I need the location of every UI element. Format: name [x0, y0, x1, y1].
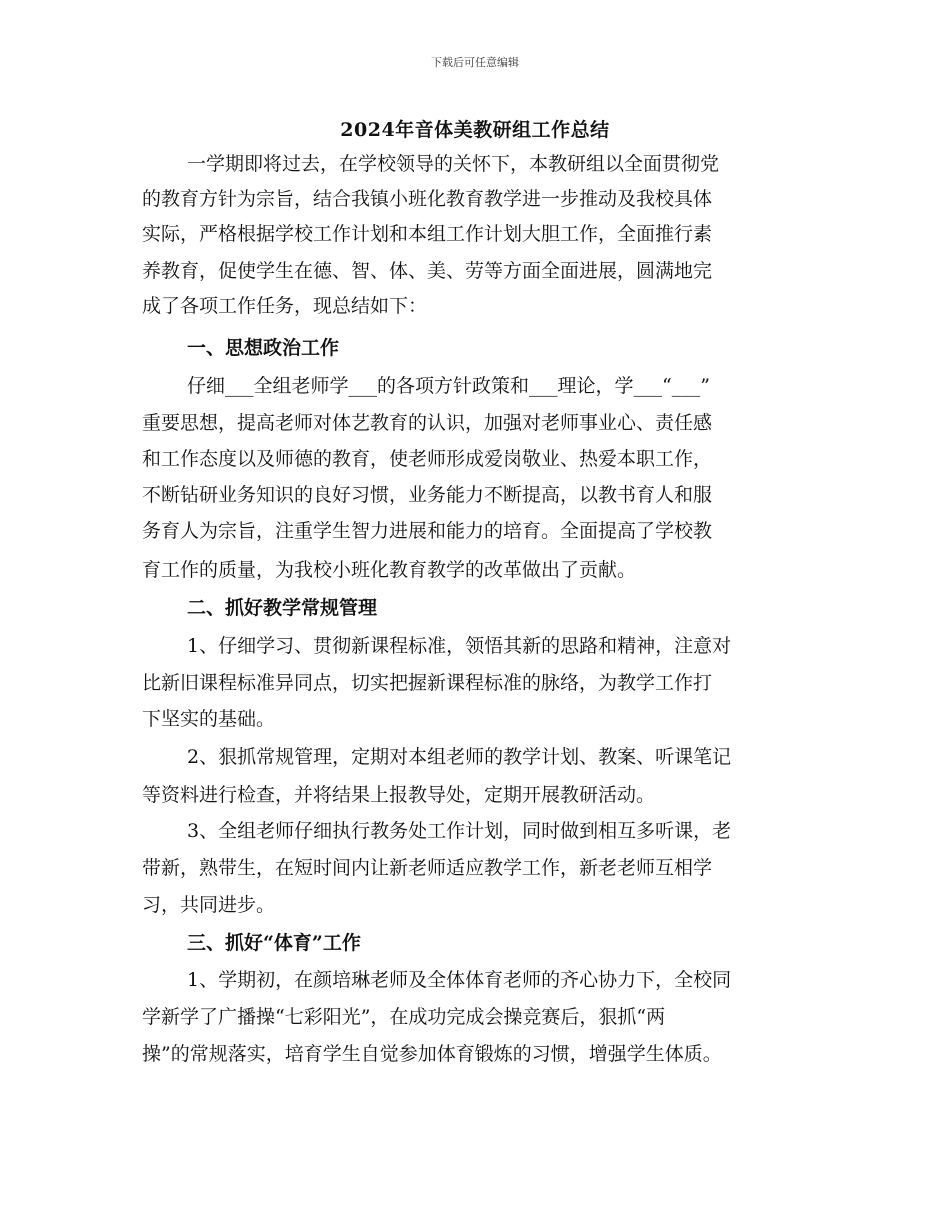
paragraph-line: 操”的常规落实，培育学生自觉参加体育锻炼的习惯，增强学生体质。 — [142, 1043, 722, 1065]
paragraph-line: 实际，严格根据学校工作计划和本组工作计划大胆工作，全面推行素 — [142, 223, 713, 245]
section-heading-3: 三、抓好“体育”工作 — [187, 932, 361, 954]
paragraph-line: 成了各项工作任务，现总结如下： — [142, 295, 428, 317]
paragraph-line: 养教育，促使学生在德、智、体、美、劳等方面全面进展，圆满地完 — [142, 260, 713, 282]
paragraph-line: 重要思想，提高老师对体艺教育的认识，加强对老师事业心、责任感 — [142, 412, 713, 434]
paragraph-line: 育工作的质量，为我校小班化教育教学的改革做出了贡献。 — [142, 559, 637, 581]
paragraph-line: 1、学期初，在颜培琳老师及全体体育老师的齐心协力下，全校同 — [187, 969, 732, 991]
section-heading-2: 二、抓好教学常规管理 — [187, 597, 378, 619]
paragraph-line: 2、狠抓常规管理，定期对本组老师的教学计划、教案、听课笔记 — [187, 746, 732, 768]
paragraph-line: 的教育方针为宗旨，结合我镇小班化教育教学进一步推动及我校具体 — [142, 188, 713, 210]
paragraph-line: 一学期即将过去，在学校领导的关怀下，本教研组以全面贯彻党 — [187, 153, 720, 175]
paragraph-line: 仔细___全组老师学___的各项方针政策和___理论，学___“___” — [187, 375, 710, 397]
document-title: 2024年音体美教研组工作总结 — [340, 119, 610, 141]
paragraph-line: 习，共同进步。 — [142, 894, 276, 916]
header-note: 下载后可任意编辑 — [431, 56, 519, 69]
paragraph-line: 等资料进行检查，并将结果上报教导处，定期开展教研活动。 — [142, 784, 656, 806]
paragraph-line: 1、仔细学习、贯彻新课程标准，领悟其新的思路和精神，注意对 — [187, 635, 732, 657]
paragraph-line: 3、全组老师仔细执行教务处工作计划，同时做到相互多听课，老 — [187, 820, 732, 842]
paragraph-line: 和工作态度以及师德的教育，使老师形成爱岗敬业、热爱本职工作， — [142, 448, 713, 470]
paragraph-line: 带新，熟带生，在短时间内让新老师适应教学工作，新老老师互相学 — [142, 857, 713, 879]
paragraph-line: 比新旧课程标准异同点，切实把握新课程标准的脉络，为教学工作打 — [142, 672, 713, 694]
paragraph-line: 不断钻研业务知识的良好习惯，业务能力不断提高，以教书育人和服 — [142, 484, 713, 506]
paragraph-line: 下坚实的基础。 — [142, 708, 276, 730]
paragraph-line: 务育人为宗旨，注重学生智力进展和能力的培育。全面提高了学校教 — [142, 520, 713, 542]
section-heading-1: 一、思想政治工作 — [187, 337, 340, 359]
paragraph-line: 学新学了广播操“七彩阳光”，在成功完成会操竞赛后，狠抓“两 — [142, 1006, 666, 1028]
